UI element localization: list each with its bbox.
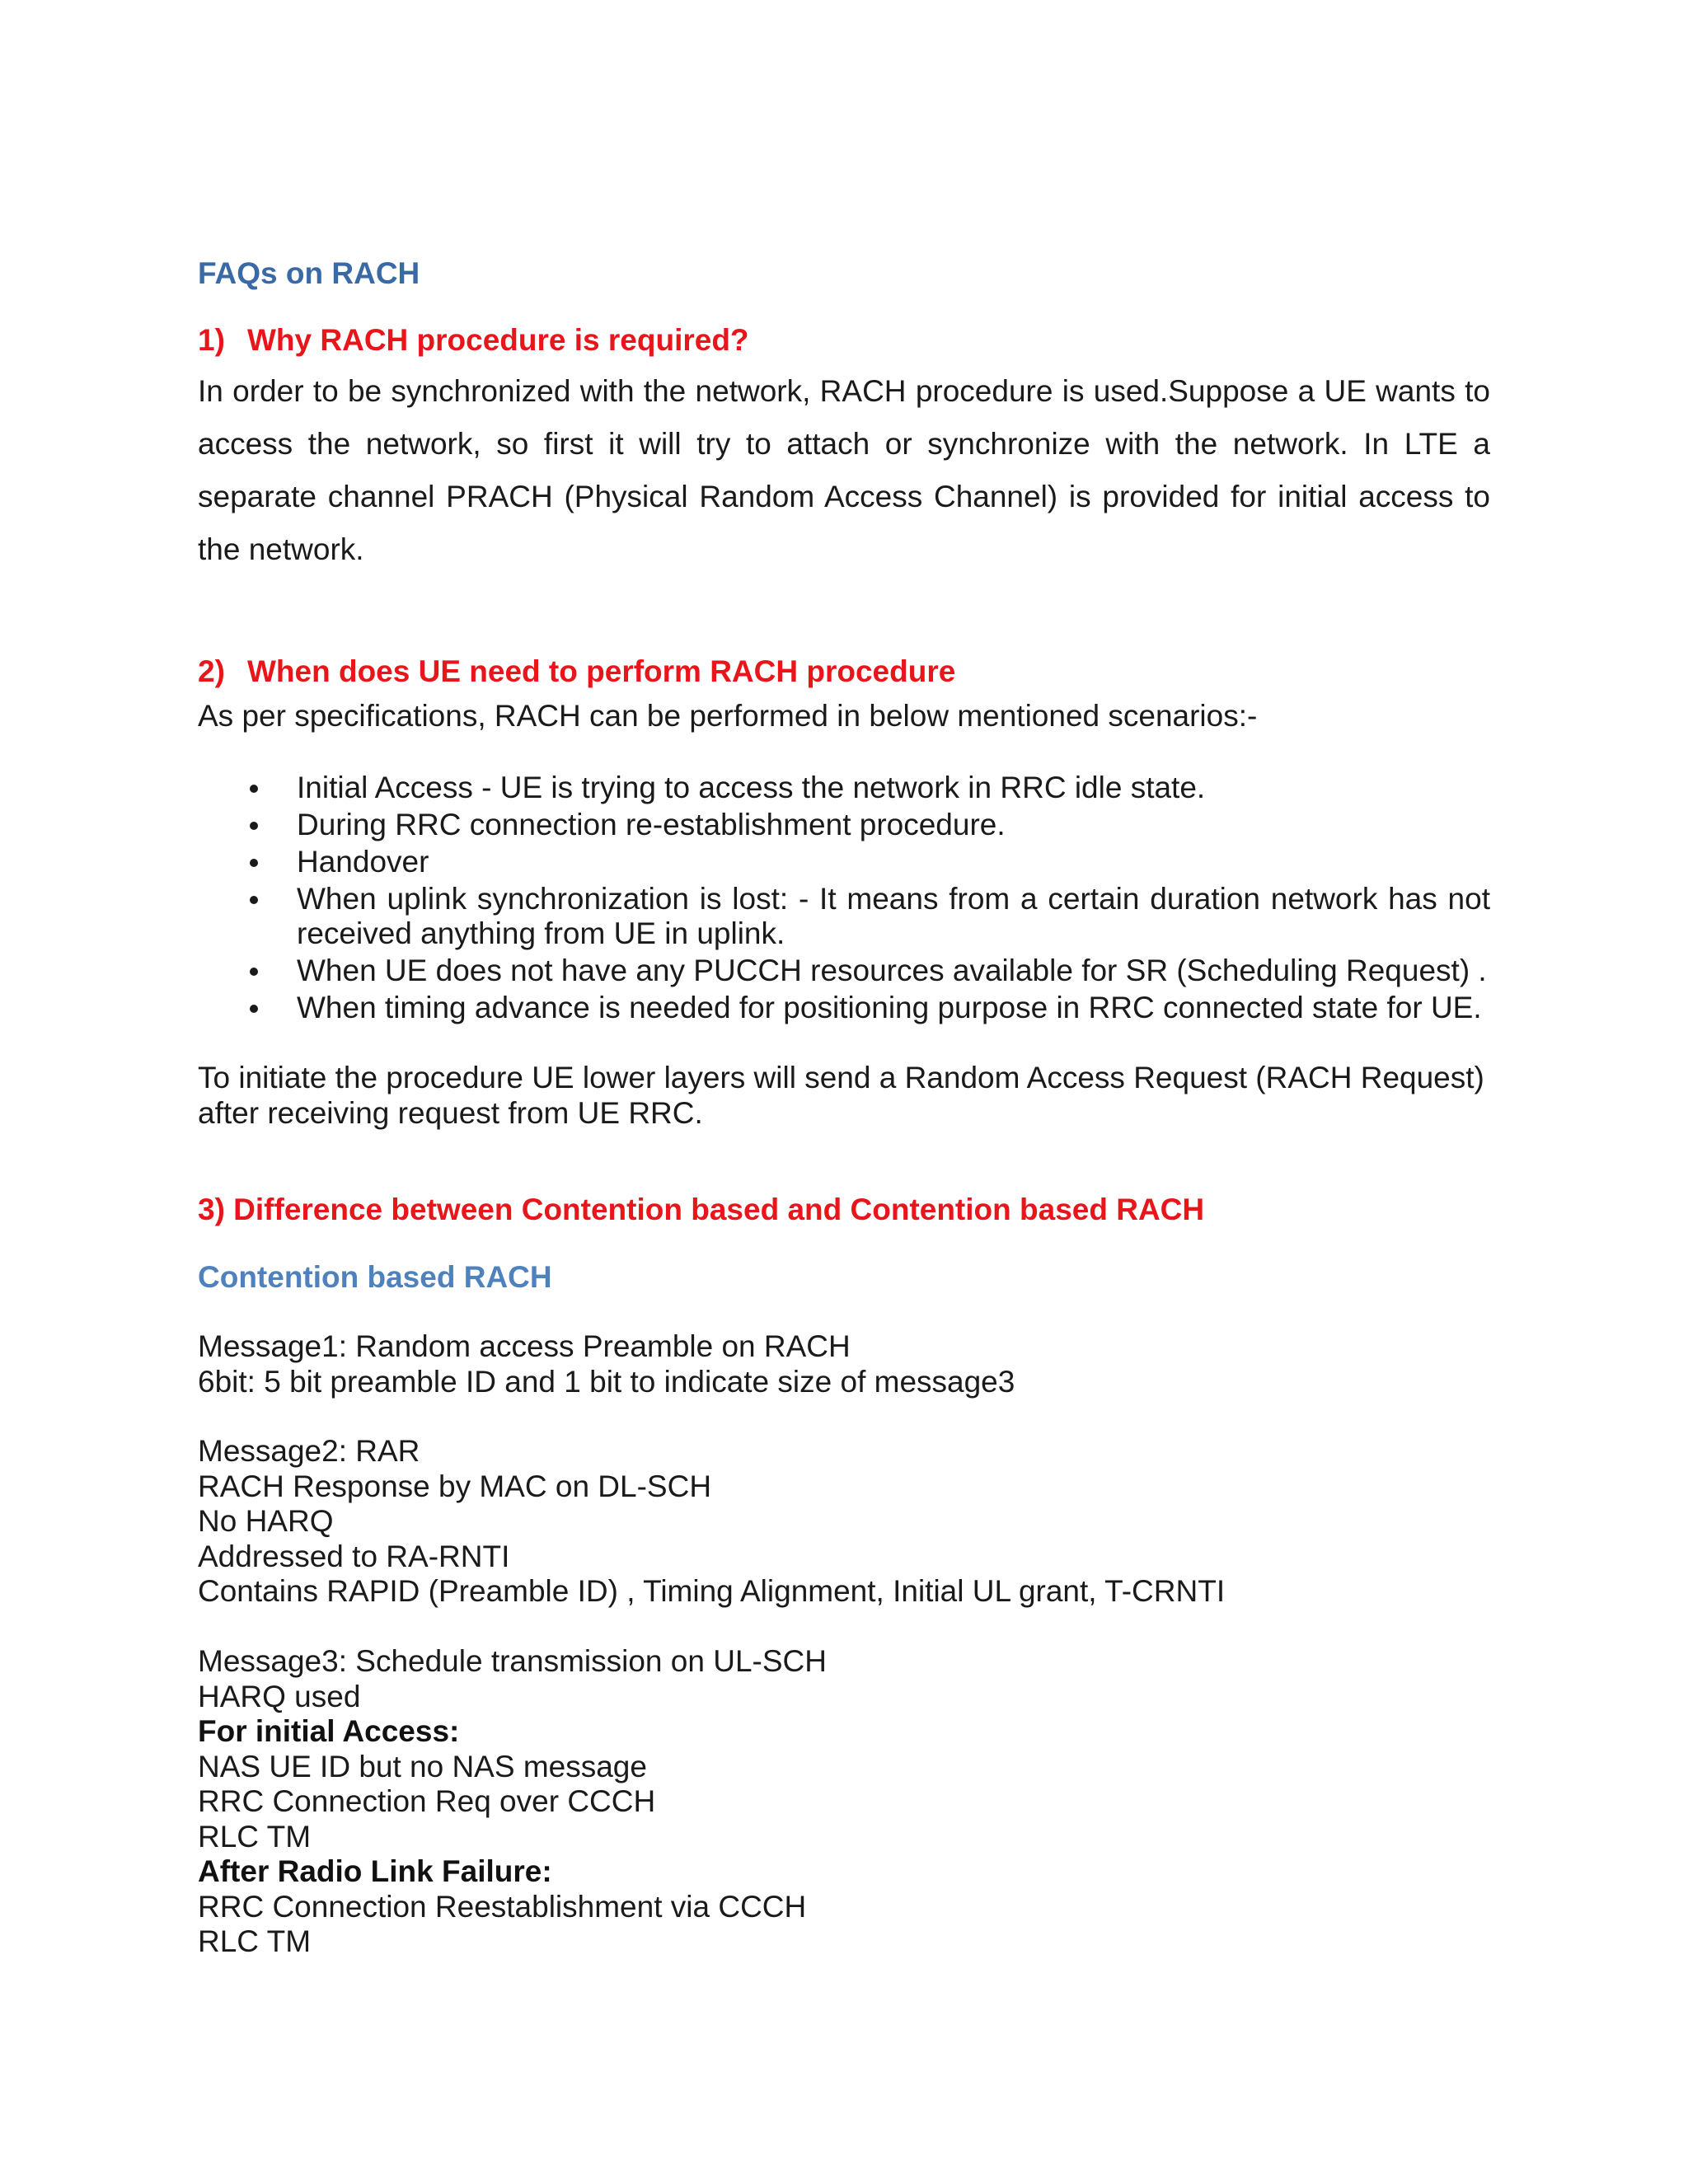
scenario-list bbox=[198, 771, 1490, 1028]
list-item-text: Handover bbox=[297, 845, 429, 879]
message3-subheading: After Radio Link Failure: bbox=[198, 1854, 552, 1888]
question-2-outro: To initiate the procedure UE lower layers will send a Random Access Request (RACH Request) after receiving request from UE RRC. bbox=[198, 1061, 1484, 1130]
question-1-text: Why RACH procedure is required? bbox=[247, 323, 749, 357]
message3-line: Message3: Schedule transmission on UL-SCH bbox=[198, 1644, 827, 1678]
message2-block bbox=[198, 1434, 1490, 1610]
question-2-number: 2) bbox=[198, 654, 225, 688]
question-1-answer: In order to be synchronized with the network, RACH procedure is used.Suppose a UE wants to access the network, so first it will try to attach or synchronize with the network. In LTE a separate channel PRACH (Physical Random Access Channel) is provided for initial access to the network. bbox=[198, 374, 1490, 566]
question-2-intro: As per specifications, RACH can be performed in below mentioned scenarios:- bbox=[198, 699, 1258, 733]
bullet-icon bbox=[250, 968, 258, 976]
bullet-icon bbox=[250, 1005, 258, 1013]
list-item bbox=[198, 845, 1490, 879]
message3-line: NAS UE ID but no NAS message bbox=[198, 1749, 647, 1783]
list-item-text: Initial Access - UE is trying to access the network in RRC idle state. bbox=[297, 771, 1206, 804]
message2-line: No HARQ bbox=[198, 1504, 334, 1538]
message3-subheading: For initial Access: bbox=[198, 1714, 460, 1748]
message3-line: RRC Connection Req over CCCH bbox=[198, 1784, 656, 1818]
message1-line: Message1: Random access Preamble on RACH bbox=[198, 1329, 851, 1363]
list-item bbox=[198, 808, 1490, 842]
list-item bbox=[198, 991, 1490, 1025]
message3-block bbox=[198, 1644, 1490, 1960]
list-item-text: When timing advance is needed for positioning purpose in RRC connected state for UE. bbox=[297, 991, 1482, 1024]
message3-line: RLC TM bbox=[198, 1819, 312, 1854]
question-1-number: 1) bbox=[198, 323, 225, 357]
bullet-icon bbox=[250, 859, 258, 867]
contention-based-subheading: Contention based RACH bbox=[198, 1260, 552, 1294]
list-item-text: When uplink synchronization is lost: - It means from a certain duration network has not received anything from UE in uplink. bbox=[297, 882, 1490, 950]
message1-line: 6bit: 5 bit preamble ID and 1 bit to indicate size of message3 bbox=[198, 1364, 1015, 1399]
list-item bbox=[198, 954, 1490, 988]
list-item-text: During RRC connection re-establishment procedure. bbox=[297, 808, 1006, 841]
message2-line: Addressed to RA-RNTI bbox=[198, 1539, 510, 1573]
question-3-heading: 3) Difference between Contention based and Contention based RACH bbox=[198, 1193, 1205, 1226]
bullet-icon bbox=[250, 822, 258, 830]
message3-line: HARQ used bbox=[198, 1679, 361, 1713]
question-2-text: When does UE need to perform RACH procedure bbox=[247, 654, 956, 688]
message1-block bbox=[198, 1329, 1490, 1399]
message2-line: Message2: RAR bbox=[198, 1434, 420, 1468]
message2-line: RACH Response by MAC on DL-SCH bbox=[198, 1469, 712, 1503]
message3-line: RRC Connection Reestablishment via CCCH bbox=[198, 1889, 807, 1924]
message3-line: RLC TM bbox=[198, 1924, 312, 1958]
question-1-heading bbox=[198, 323, 749, 358]
question-2-heading bbox=[198, 654, 955, 689]
bullet-icon bbox=[250, 785, 258, 793]
page-title: FAQs on RACH bbox=[198, 256, 420, 290]
message2-line: Contains RAPID (Preamble ID) , Timing Alignment, Initial UL grant, T-CRNTI bbox=[198, 1574, 1226, 1608]
list-item bbox=[198, 771, 1490, 805]
list-item-text: When UE does not have any PUCCH resources available for SR (Scheduling Request) . bbox=[297, 954, 1487, 987]
list-item bbox=[198, 882, 1490, 951]
bullet-icon bbox=[250, 896, 258, 904]
